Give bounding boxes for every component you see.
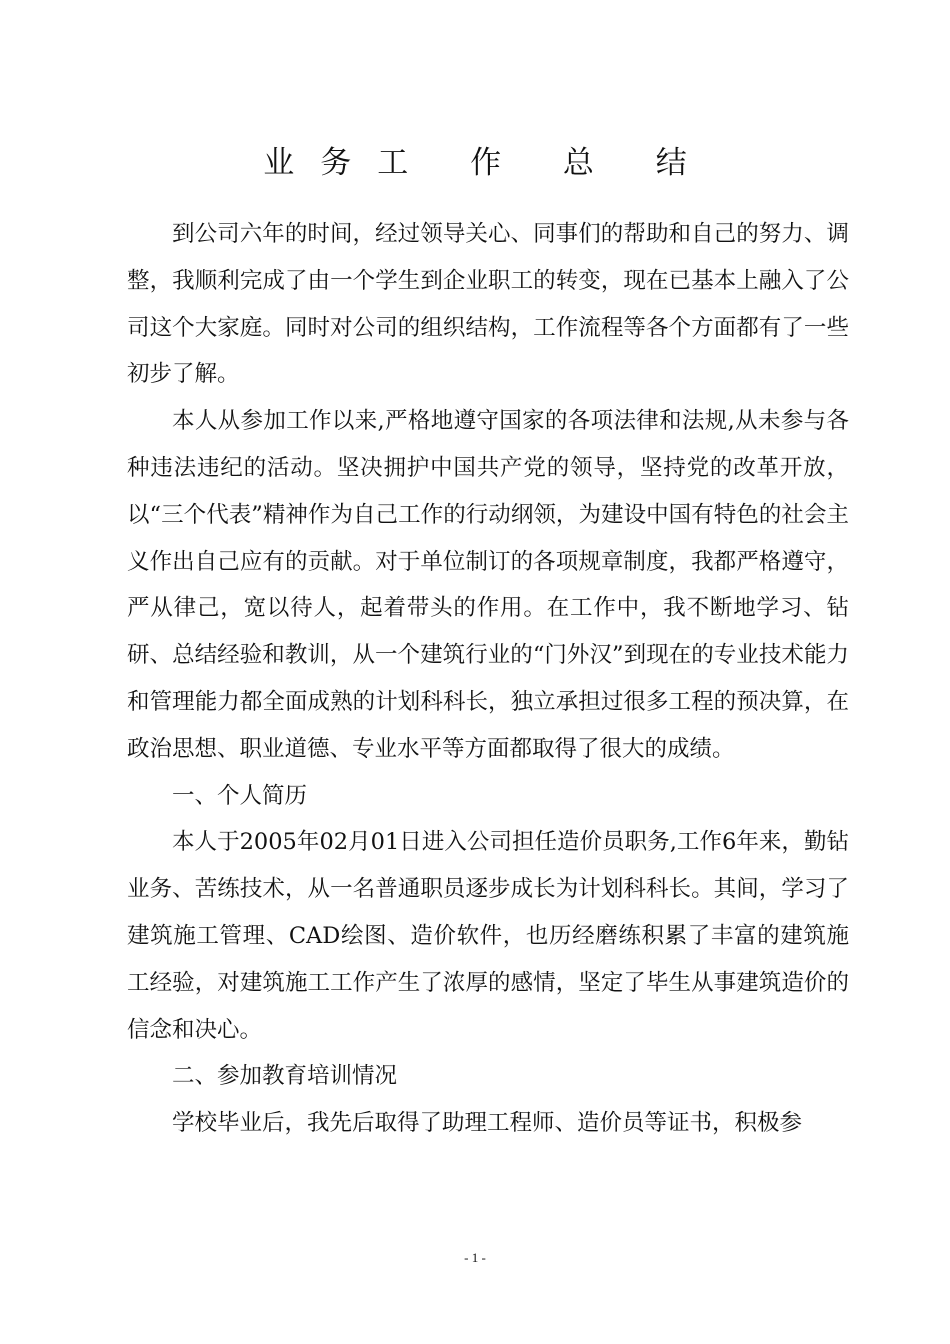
document-body (127, 211, 849, 1147)
paragraph-conduct: 本人从参加工作以来,严格地遵守国家的各项法律和法规,从未参与各种违法违纪的活动。坚决拥护中国共产党的领导，坚持党的改革开放，以“三个代表”精神作为自己工作的行动纲领，为建设中国有特色的社会主义作出自己应有的贡献。对于单位制订的各项规章制度，我都严格遵守，严从律己，宽以待人，起着带头的作用。在工作中，我不断地学习、钻研、总结经验和教训，从一个建筑行业的“门外汉”到现在的专业技术能力和管理能力都全面成熟的计划科科长，独立承担过很多工程的预决算，在政治思想、职业道德、专业水平等方面都取得了很大的成绩。 (127, 408, 849, 762)
section-heading-training: 二、参加教育培训情况 (172, 1063, 398, 1090)
document-title: 业务工 作 总 结 (263, 145, 713, 181)
paragraph-training: 学校毕业后，我先后取得了助理工程师、造价员等证书，积极参 (172, 1110, 803, 1137)
page-number: - 1 - (464, 1250, 486, 1265)
paragraph-resume: 本人于2005年02月01日进入公司担任造价员职务,工作6年来，勤钻业务、苦练技术，从一名普通职员逐步成长为计划科科长。其间，学习了建筑施工管理、CAD绘图、造价软件，也历经磨练积累了丰富的建筑施工经验，对建筑施工工作产生了浓厚的感情，坚定了毕生从事建筑造价的信念和决心。 (127, 829, 849, 1043)
section-heading-resume: 一、个人简历 (172, 782, 308, 809)
paragraph-intro: 到公司六年的时间，经过领导关心、同事们的帮助和自己的努力、调整，我顺利完成了由一个学生到企业职工的转变，现在已基本上融入了公司这个大家庭。同时对公司的组织结构，工作流程等各个方面都有了一些初步了解。 (127, 221, 849, 388)
